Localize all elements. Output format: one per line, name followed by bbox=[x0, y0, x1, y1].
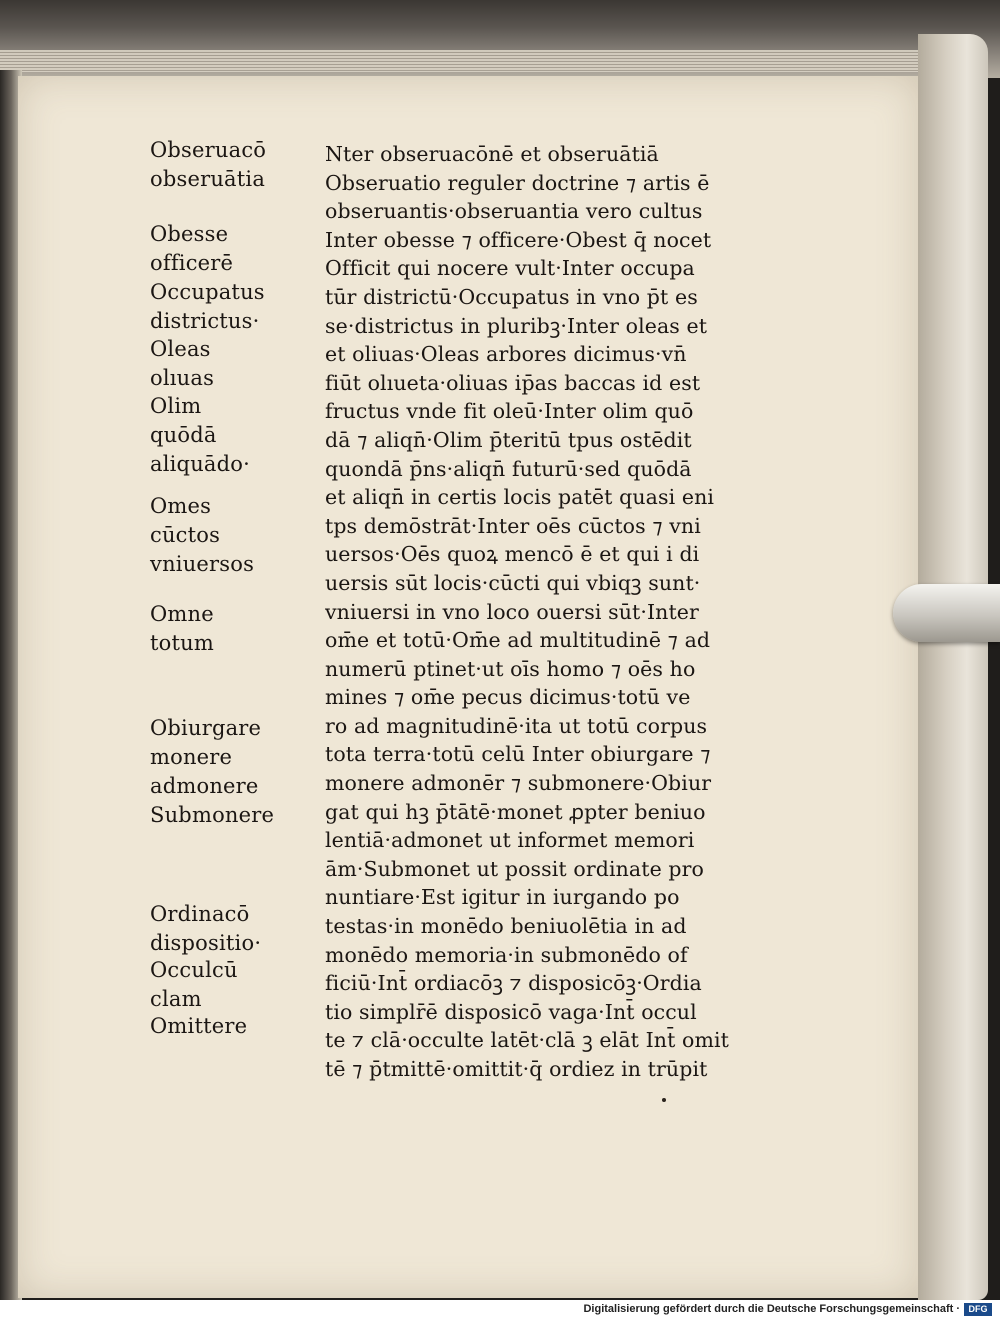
text-line: Officit qui nocere vult·Inter occupa bbox=[325, 256, 695, 281]
text-line: om̄e et totū·Om̄e ad multitudinē ⁊ ad bbox=[325, 628, 711, 653]
text-line: tē ⁊ p̄tmittē·omittit·q̄ ordiez in trūpit bbox=[325, 1057, 708, 1081]
text-line: Obseruatio reguler doctrine ⁊ artis ē bbox=[325, 170, 710, 195]
text-line: Inter obesse ⁊ officere·Obest q̄ nocet bbox=[325, 227, 712, 252]
margin-note: Obseruacō obseruātia bbox=[150, 138, 267, 191]
margin-note: Occupatus districtus· bbox=[150, 280, 265, 333]
ink-dot bbox=[662, 1098, 666, 1102]
main-text-block bbox=[325, 140, 765, 1084]
margin-note: Olim quōdā aliquādo· bbox=[150, 394, 251, 476]
text-line: monēdo memoria·in submonēdo of bbox=[325, 942, 688, 967]
text-line: numerū ptinet·ut oīs homo ⁊ oēs ho bbox=[325, 656, 696, 681]
text-line: tio simplr̄ē disposicō vaga·Int̄ occul bbox=[325, 999, 697, 1024]
text-line: tps demōstrāt·Inter oēs cūctos ⁊ vni bbox=[325, 513, 701, 538]
text-line: ficiū·Int̄ ordiacōꝫ ⁊ disposicōꝫ·Ordia bbox=[325, 971, 702, 996]
text-line: uersos·Oēs quoꝝ mencō ē et qui i di bbox=[325, 542, 700, 567]
text-line: se·districtus in pluribꝫ·Inter oleas et bbox=[325, 313, 708, 338]
margin-note: Omne totum bbox=[150, 602, 214, 655]
margin-note: Oleas olıuas bbox=[150, 337, 215, 390]
text-line: monere admonēr ⁊ submonere·Obiur bbox=[325, 771, 712, 796]
footer-bar bbox=[0, 1300, 1000, 1320]
text-line: tota terra·totū celū Inter obiurgare ⁊ bbox=[325, 742, 711, 767]
margin-note: Occulcū clam bbox=[150, 958, 238, 1011]
text-line: et aliqn̄ in certis locis patēt quasi eni bbox=[325, 485, 715, 510]
margin-note: Omittere bbox=[150, 1014, 248, 1038]
text-line: uersis sūt locis·cūcti qui vbiqꝫ sunt· bbox=[325, 570, 701, 595]
text-line: fiūt olıueta·oliuas ip̄as baccas id est bbox=[325, 370, 701, 395]
text-line: lentiā·admonet ut informet memori bbox=[325, 828, 695, 853]
text-line: mines ⁊ om̄e pecus dicimus·totū ve bbox=[325, 685, 691, 710]
text-line: vniuersi in vno loco ouersi sūt·Inter bbox=[325, 599, 699, 624]
page-fore-edge bbox=[918, 34, 988, 1300]
margin-note: Omes cūctos vniuersos bbox=[150, 494, 255, 576]
text-line: fructus vnde fit oleū·Inter olim quō bbox=[325, 399, 694, 424]
text-line: gat qui hꝫ p̄tātē·monet ꝓpter beniuo bbox=[325, 799, 706, 824]
text-line: Nter obseruacōnē et obseruātiā bbox=[325, 142, 659, 166]
footer-credit: Digitalisierung gefördert durch die Deutsche Forschungsgemeinschaft · bbox=[583, 1303, 960, 1315]
text-line: testas·in monēdo beniuolētia in ad bbox=[325, 914, 687, 939]
page-clip bbox=[893, 584, 1000, 642]
text-line: obseruantis·obseruantia vero cultus bbox=[325, 199, 703, 224]
text-line: tūr districtū·Occupatus in vno p̄t es bbox=[325, 284, 698, 309]
margin-note: Obiurgare monere admonere Submonere bbox=[150, 716, 275, 827]
text-line: ro ad magnitudinē·ita ut totū corpus bbox=[325, 713, 708, 738]
margin-note: Obesse officerē bbox=[150, 222, 234, 275]
text-line: quondā p̄ns·aliqn̄ futurū·sed quōdā bbox=[325, 456, 692, 481]
text-line: ām·Submonet ut possit ordinate pro bbox=[325, 856, 704, 881]
margin-note: Ordinacō dispositio· bbox=[150, 902, 262, 955]
text-line: nuntiare·Est igitur in iurgando po bbox=[325, 885, 680, 910]
page-stack-edge bbox=[0, 50, 930, 72]
text-line: et oliuas·Oleas arbores dicimus·vn̄ bbox=[325, 342, 687, 367]
text-line: te ⁊ clā·occulte latēt·clā ꝫ elāt Int̄ omit bbox=[325, 1028, 730, 1053]
dfg-logo-icon: DFG bbox=[964, 1303, 992, 1316]
text-line: dā ⁊ aliqn̄·Olim p̄teritū tpus ostēdit bbox=[325, 427, 692, 452]
